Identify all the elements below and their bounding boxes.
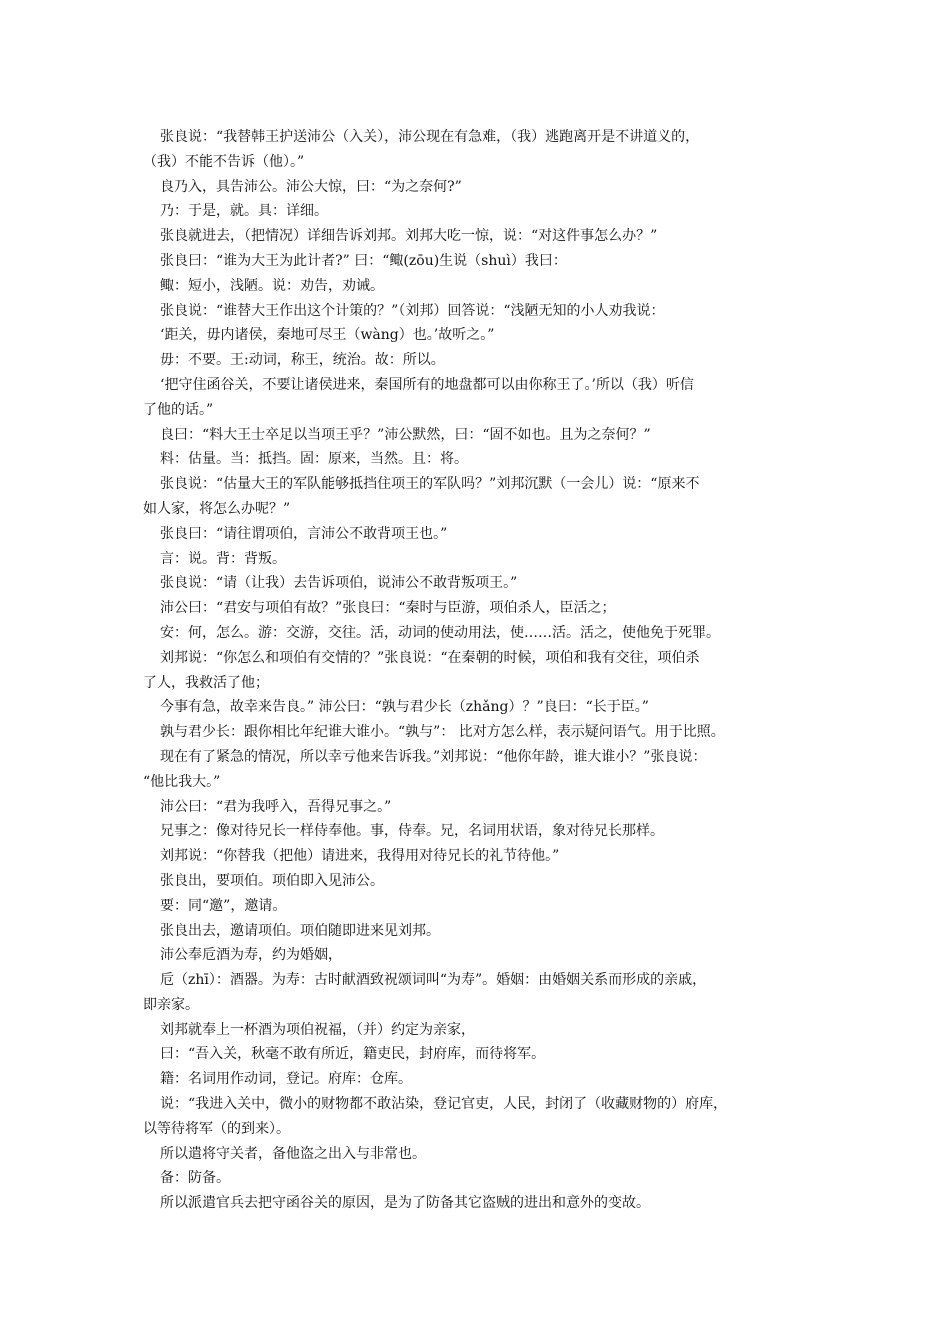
text-line: 了人，我救活了他； (143, 674, 269, 691)
text-line: ‘距关，毋内诸侯，秦地可尽王（wàng）也。’故听之。” (160, 327, 495, 344)
text-line: 张良说：“估量大王的军队能够抵挡住项王的军队吗？”刘邦沉默（一会儿）说：“原来不 (160, 476, 700, 493)
text-line: 张良说：“请（让我）去告诉项伯，说沛公不敢背叛项王。” (160, 575, 518, 592)
text-line: 孰与君少长：跟你相比年纪谁大谁小。“孰与”： 比对方怎么样，表示疑问语气。用于比照。 (160, 724, 725, 741)
text-line: 备：防备。 (160, 1170, 230, 1187)
text-line: 说：“我进入关中，微小的财物都不敢沾染，登记官吏，人民，封闭了（收藏财物的）府库， (160, 1096, 728, 1113)
text-line: 要：同“邀”，邀请。 (160, 897, 287, 914)
text-line: 以等待将军（的到来）。 (143, 1120, 290, 1137)
text-line: “他比我大。” (143, 773, 221, 790)
text-line: 张良曰：“谁为大王为此计者?” 曰：“鲰(zōu)生说（shuì）我曰： (160, 252, 567, 269)
text-line: 曰：“吾入关，秋毫不敢有所近，籍吏民，封府库，而待将军。 (160, 1046, 546, 1063)
text-line: 兄事之：像对待兄长一样侍奉他。事，侍奉。兄，名词用状语，象对待兄长那样。 (160, 823, 664, 840)
text-line: 现在有了紧急的情况，所以幸亏他来告诉我。”刘邦说：“他你年龄，谁大谁小？”张良说： (160, 748, 707, 765)
text-line: 今事有急，故幸来告良。” 沛公曰：“孰与君少长（zhǎng）？”良曰：“长于臣。” (160, 699, 649, 716)
text-line: 即亲家。 (143, 996, 199, 1013)
text-line: 张良曰：“请往谓项伯，言沛公不敢背项王也。” (160, 525, 448, 542)
text-line: 刘邦说：“你怎么和项伯有交情的？”张良说：“在秦朝的时候，项伯和我有交往，项伯杀 (160, 649, 700, 666)
text-line: 沛公曰：“君为我呼入，吾得兄事之。” (160, 798, 392, 815)
text-line: 鲰：短小，浅陋。说：劝告，劝诫。 (160, 277, 384, 294)
text-line: 沛公奉卮酒为寿，约为婚姻， (160, 947, 342, 964)
document-body (143, 125, 823, 1216)
text-line: 料：估量。当：抵挡。固：原来，当然。且：将。 (160, 451, 468, 468)
text-line: 良曰：“料大王士卒足以当项王乎？”沛公默然，曰：“固不如也。且为之奈何？” (160, 426, 651, 443)
text-line: 张良说：“谁替大王作出这个计策的？”（刘邦）回答说：“浅陋无知的小人劝我说： (160, 302, 665, 319)
text-line: 张良说：“我替韩王护送沛公（入关），沛公现在有急难，（我）逃跑离开是不讲道义的， (160, 129, 700, 145)
text-line: 良乃入，具告沛公。沛公大惊，曰：“为之奈何?” (160, 178, 462, 195)
text-line: 张良就进去，（把情况）详细告诉刘邦。刘邦大吃一惊，说：“对这件事怎么办？” (160, 228, 658, 245)
text-line: 籍：名词用作动词，登记。府库：仓库。 (160, 1071, 412, 1088)
text-line: 所以派遣官兵去把守函谷关的原因，是为了防备其它盗贼的进出和意外的变故。 (160, 1195, 650, 1212)
text-line: 言：说。背：背叛。 (160, 550, 286, 567)
text-line: 乃：于是，就。具：详细。 (160, 203, 328, 220)
text-line: 张良出去，邀请项伯。项伯随即进来见刘邦。 (160, 922, 440, 939)
text-line: （我）不能不告诉（他）。” (143, 153, 305, 170)
text-line: 刘邦就奉上一杯酒为项伯祝福，（并）约定为亲家， (160, 1021, 475, 1038)
text-line: 刘邦说：“你替我（把他）请进来，我得用对待兄长的礼节待他。” (160, 848, 560, 865)
text-line: ‘把守住函谷关，不要让诸侯进来，秦国所有的地盘都可以由你称王了。’所以（我）听信 (160, 376, 694, 393)
text-line: 所以遣将守关者，备他盗之出入与非常也。 (160, 1145, 426, 1162)
text-line: 沛公曰：“君安与项伯有故？”张良曰：“秦时与臣游，项伯杀人，臣活之； (160, 600, 616, 617)
text-line: 安：何，怎么。游：交游，交往。活，动词的使动用法，使……活。活之，使他免于死罪。 (160, 624, 720, 641)
text-line: 了他的话。” (143, 401, 214, 418)
text-line: 卮（zhī）：酒器。为寿：古时献酒致祝颂词叫“为寿”。婚姻：由婚姻关系而形成的亲戚， (160, 972, 707, 989)
text-line: 张良出，要项伯。项伯即入见沛公。 (160, 872, 384, 889)
text-line: 如人家，将怎么办呢？” (143, 500, 291, 517)
text-line: 毋：不要。王:动词，称王，统治。故：所以。 (160, 352, 445, 369)
